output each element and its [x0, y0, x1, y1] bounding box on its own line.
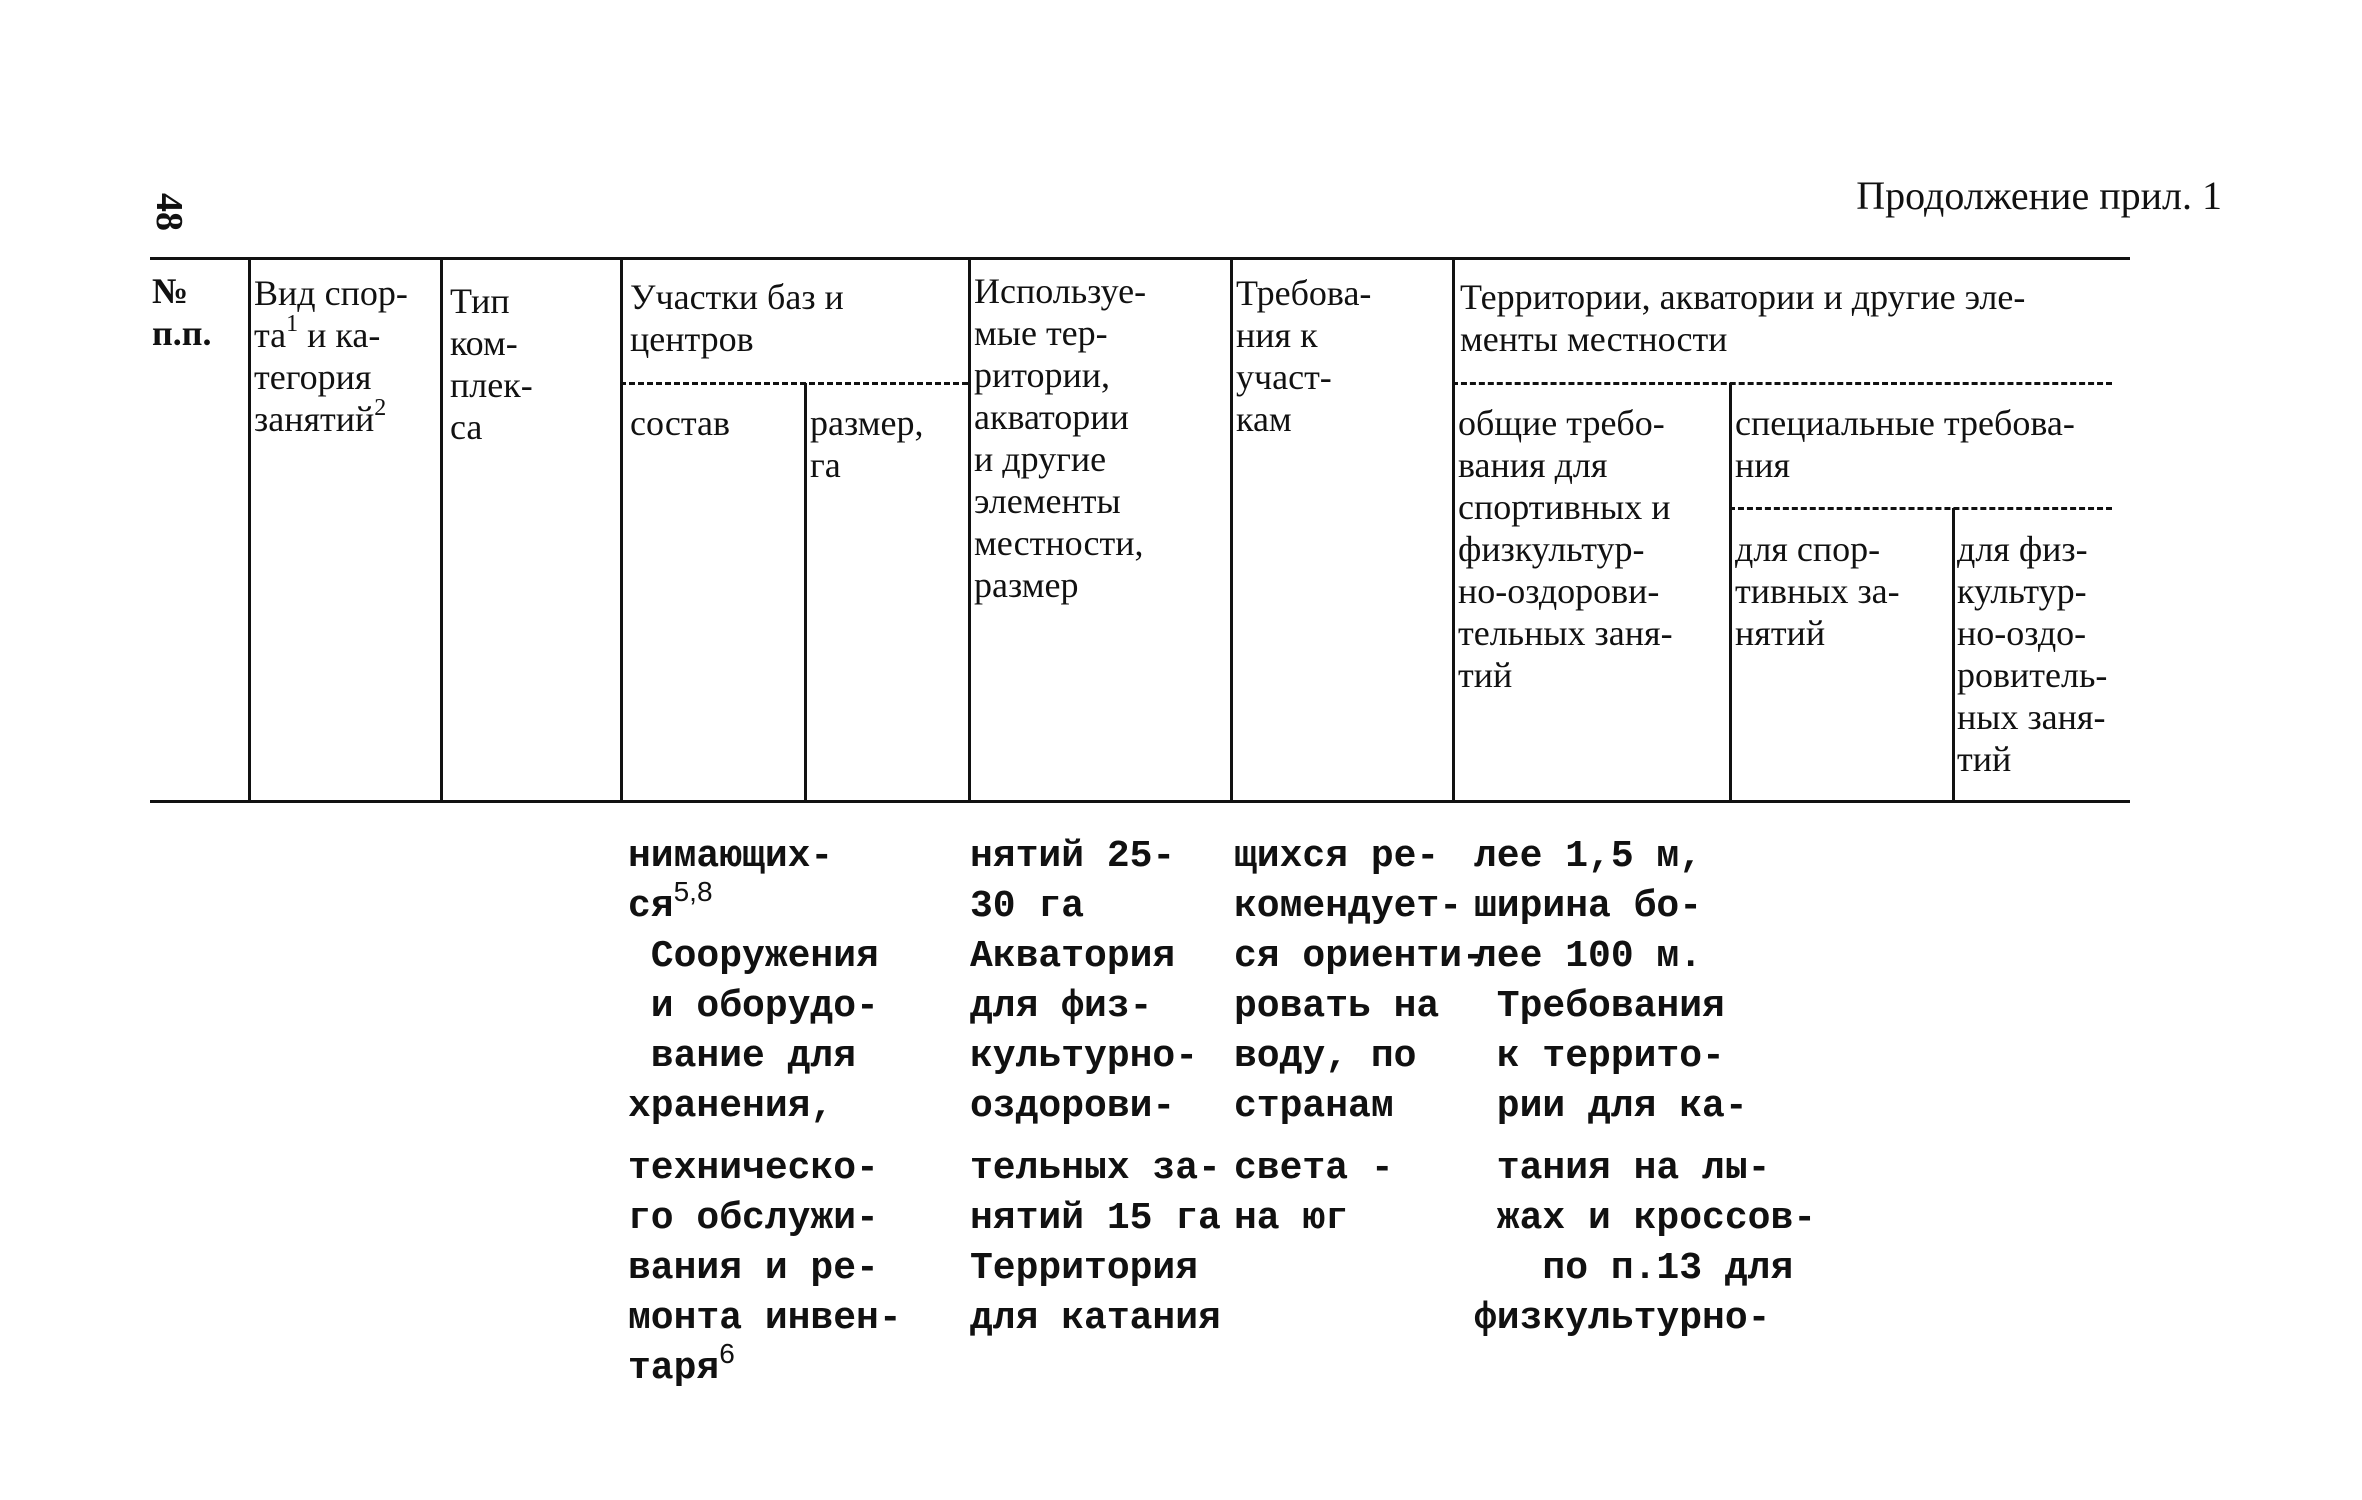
header-bases: Участки баз и центров	[630, 277, 844, 359]
divider-7	[1452, 257, 1455, 803]
divider-8	[1729, 383, 1732, 803]
header-number: № п.п.	[152, 271, 212, 353]
text-line: нимающих-	[628, 835, 834, 878]
header-complex-type: Тип ком- плек- са	[450, 281, 533, 447]
text-line: лее 1,5 м,	[1474, 835, 1703, 878]
text-line: и оборудо-	[628, 985, 879, 1028]
text-line: щихся ре-	[1234, 835, 1440, 878]
text-line: тельных за-	[970, 1147, 1221, 1190]
header-bases-size: размер, га	[810, 403, 924, 485]
divider-5	[968, 257, 971, 803]
body-column-used-territories	[970, 832, 1221, 1344]
continuation-title: Продолжение прил. 1	[1856, 173, 2222, 218]
divider-6	[1230, 257, 1233, 803]
text-line: физкультурно-	[1474, 1297, 1771, 1340]
page-number: 48	[148, 193, 190, 231]
bases-sub-rule	[620, 382, 968, 385]
text-line: монта инвен-	[628, 1297, 902, 1340]
text-line: техническо-	[628, 1147, 879, 1190]
header-requirements: Требова- ния к участ- кам	[1236, 273, 1372, 439]
text-line: Сооружения	[628, 935, 879, 978]
text-line: вание для	[628, 1035, 857, 1078]
special-sub-rule	[1729, 507, 2112, 510]
header-bottom-rule	[150, 800, 2130, 803]
header-sport-sup2: 2	[374, 395, 387, 421]
header-sport-sup1: 1	[286, 311, 299, 337]
text-line: 30 га	[970, 885, 1085, 928]
text-line: нятий 25-	[970, 835, 1176, 878]
text-line: ширина бо-	[1474, 885, 1703, 928]
text-line: к террито-	[1474, 1035, 1725, 1078]
text-line: нятий 15 га	[970, 1197, 1221, 1240]
header-sport-a: Вид спор- та	[254, 273, 408, 355]
text-line: хранения,	[628, 1085, 834, 1128]
body-column-bases-composition	[628, 832, 902, 1394]
text-line: ровать на	[1234, 985, 1440, 1028]
header-special-fitness: для физ- культур- но-оздо- ровитель- ных заня- тий	[1957, 529, 2108, 779]
text-line: странам	[1234, 1085, 1394, 1128]
header-territories: Территории, акватории и другие эле- менты местности	[1460, 277, 2026, 359]
divider-3	[620, 257, 623, 803]
text-line: ся ориенти-	[1234, 935, 1485, 978]
territories-sub-rule	[1452, 382, 2112, 385]
divider-2	[440, 257, 443, 803]
footnote-ref: 5,8	[673, 876, 713, 907]
divider-1	[248, 257, 251, 803]
divider-4	[804, 383, 807, 803]
spacer	[628, 1132, 902, 1144]
header-used-territories: Используе- мые тер- ритории, акватории и другие элементы местности, размер	[974, 271, 1147, 605]
text-line: света -	[1234, 1147, 1394, 1190]
text-fragment: ся	[628, 885, 674, 928]
body-column-territories	[1474, 832, 1816, 1344]
text-line: оздорови-	[970, 1085, 1176, 1128]
header-bases-sostav: состав	[630, 403, 731, 443]
text-line: Территория	[970, 1247, 1199, 1290]
text-fragment: таря	[628, 1347, 720, 1390]
text-line: го обслужи-	[628, 1197, 879, 1240]
footnote-ref: 6	[719, 1338, 735, 1369]
spacer	[1474, 1132, 1816, 1144]
text-line: жах и кроссов-	[1474, 1197, 1817, 1240]
text-line: на юг	[1234, 1197, 1349, 1240]
spacer	[1234, 1132, 1485, 1144]
text-line: лее 100 м.	[1474, 935, 1703, 978]
text-line: комендует-	[1234, 885, 1463, 928]
header-top-rule	[150, 257, 2130, 260]
text-line: Требования	[1474, 985, 1725, 1028]
header-general-requirements: общие требо- вания для спортивных и физкультур- но-оздорови- тельных заня- тий	[1458, 403, 1673, 695]
text-line: культурно-	[970, 1035, 1199, 1078]
text-line: тания на лы-	[1474, 1147, 1771, 1190]
spacer	[970, 1132, 1221, 1144]
text-line: рии для ка-	[1474, 1085, 1748, 1128]
header-sport-b: и ка- тегория занятий	[254, 315, 381, 439]
header-special-sport: для спор- тивных за- нятий	[1735, 529, 1900, 653]
text-line	[628, 1338, 902, 1394]
text-line: Акватория	[970, 935, 1176, 978]
text-line: для физ-	[970, 985, 1153, 1028]
text-line: по п.13 для	[1474, 1247, 1794, 1290]
divider-9	[1952, 508, 1955, 803]
body-column-requirements	[1234, 832, 1485, 1244]
text-line: вания и ре-	[628, 1247, 879, 1290]
text-line	[628, 876, 902, 932]
header-sport	[254, 272, 408, 440]
header-special-requirements: специальные требова- ния	[1735, 403, 2075, 485]
text-line: воду, по	[1234, 1035, 1417, 1078]
text-line: для катания	[970, 1297, 1221, 1340]
